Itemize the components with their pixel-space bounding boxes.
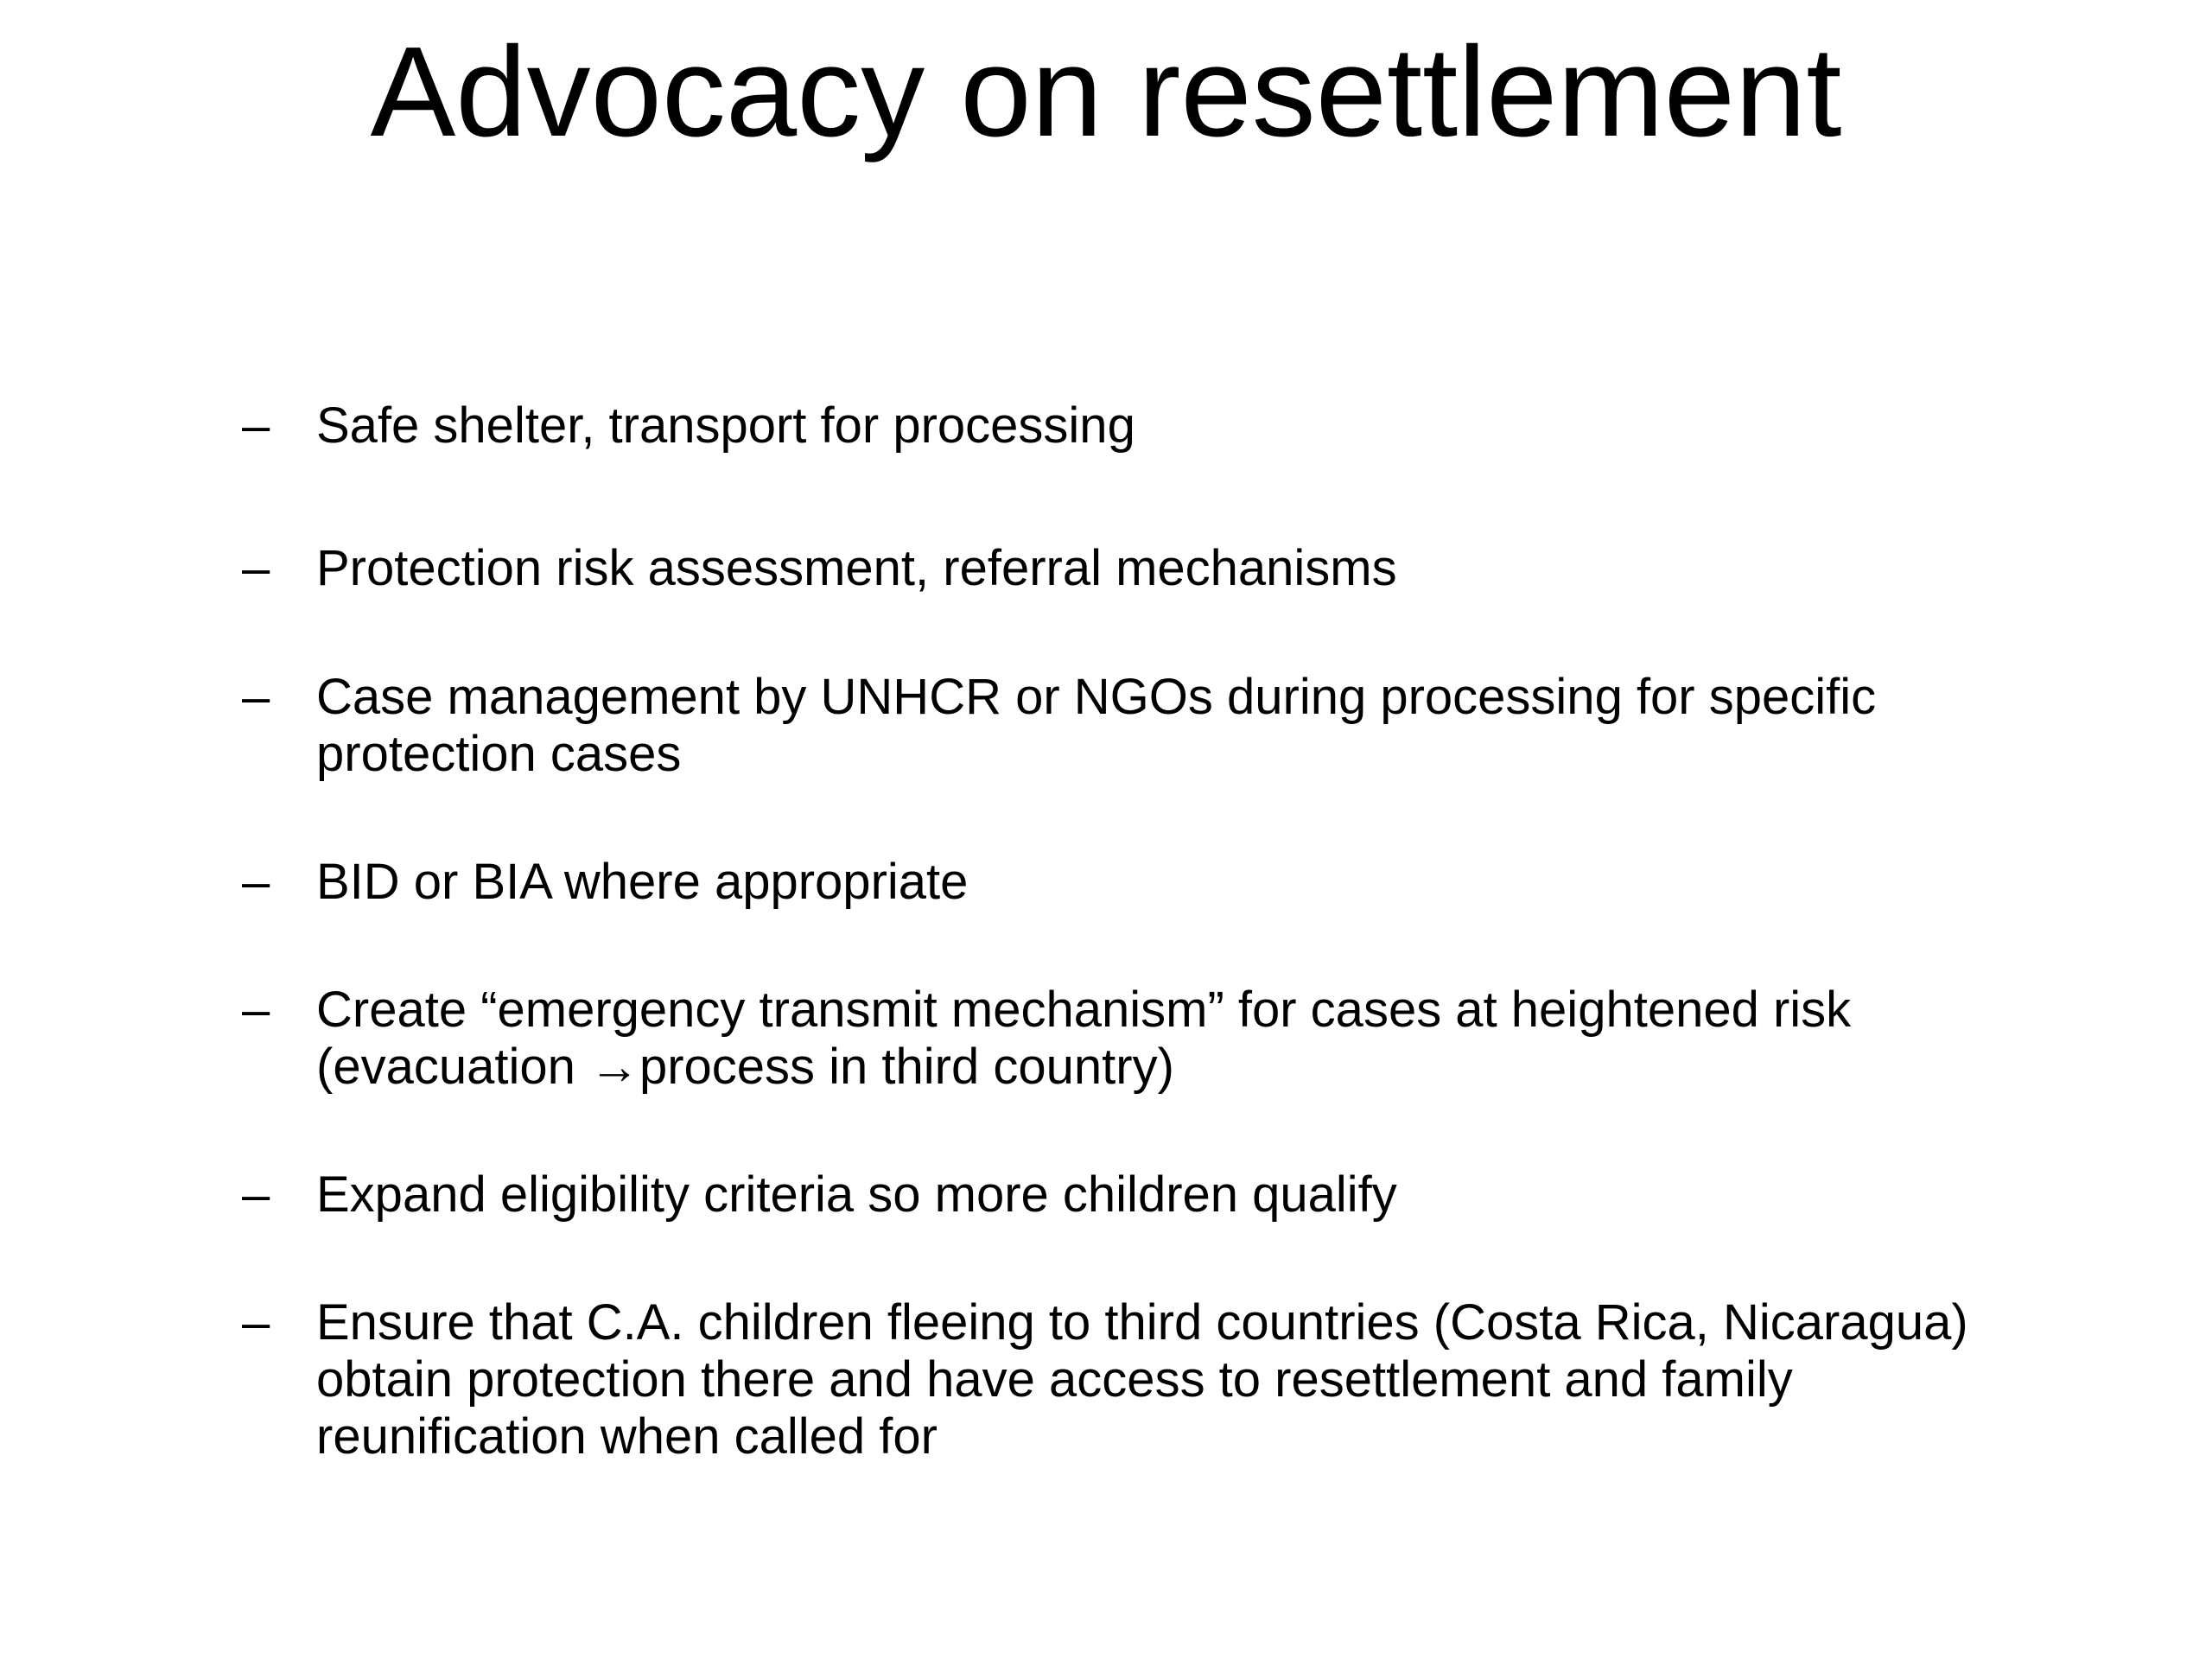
bullet-dash: – bbox=[242, 669, 270, 725]
bullet-dash: – bbox=[242, 1166, 270, 1223]
bullet-text: Safe shelter, transport for processing bbox=[316, 397, 1135, 454]
bullet-text: Ensure that C.A. children fleeing to third countries (Costa Rica, Nicaragua) obtain protection there and have access to resettlement and family reunification when called for bbox=[316, 1294, 1968, 1465]
slide-title: Advocacy on resettlement bbox=[370, 21, 1842, 163]
bullet-text: Create “emergency transmit mechanism” for cases at heightened risk (evacuation →process in third country) bbox=[316, 982, 1852, 1095]
bullet-text: Case management by UNHCR or NGOs during processing for specific protection cases bbox=[316, 669, 1877, 782]
bullet-text: BID or BIA where appropriate bbox=[316, 854, 969, 910]
bullet-text: Expand eligibility criteria so more children qualify bbox=[316, 1166, 1397, 1223]
bullet-dash: – bbox=[242, 1294, 270, 1351]
bullet-dash: – bbox=[242, 854, 270, 910]
bullet-dash: – bbox=[242, 982, 270, 1038]
bullet-dash: – bbox=[242, 540, 270, 596]
bullet-dash: – bbox=[242, 397, 270, 454]
bullet-list bbox=[242, 0, 2160, 1659]
bullet-text: Protection risk assessment, referral mechanisms bbox=[316, 540, 1397, 596]
